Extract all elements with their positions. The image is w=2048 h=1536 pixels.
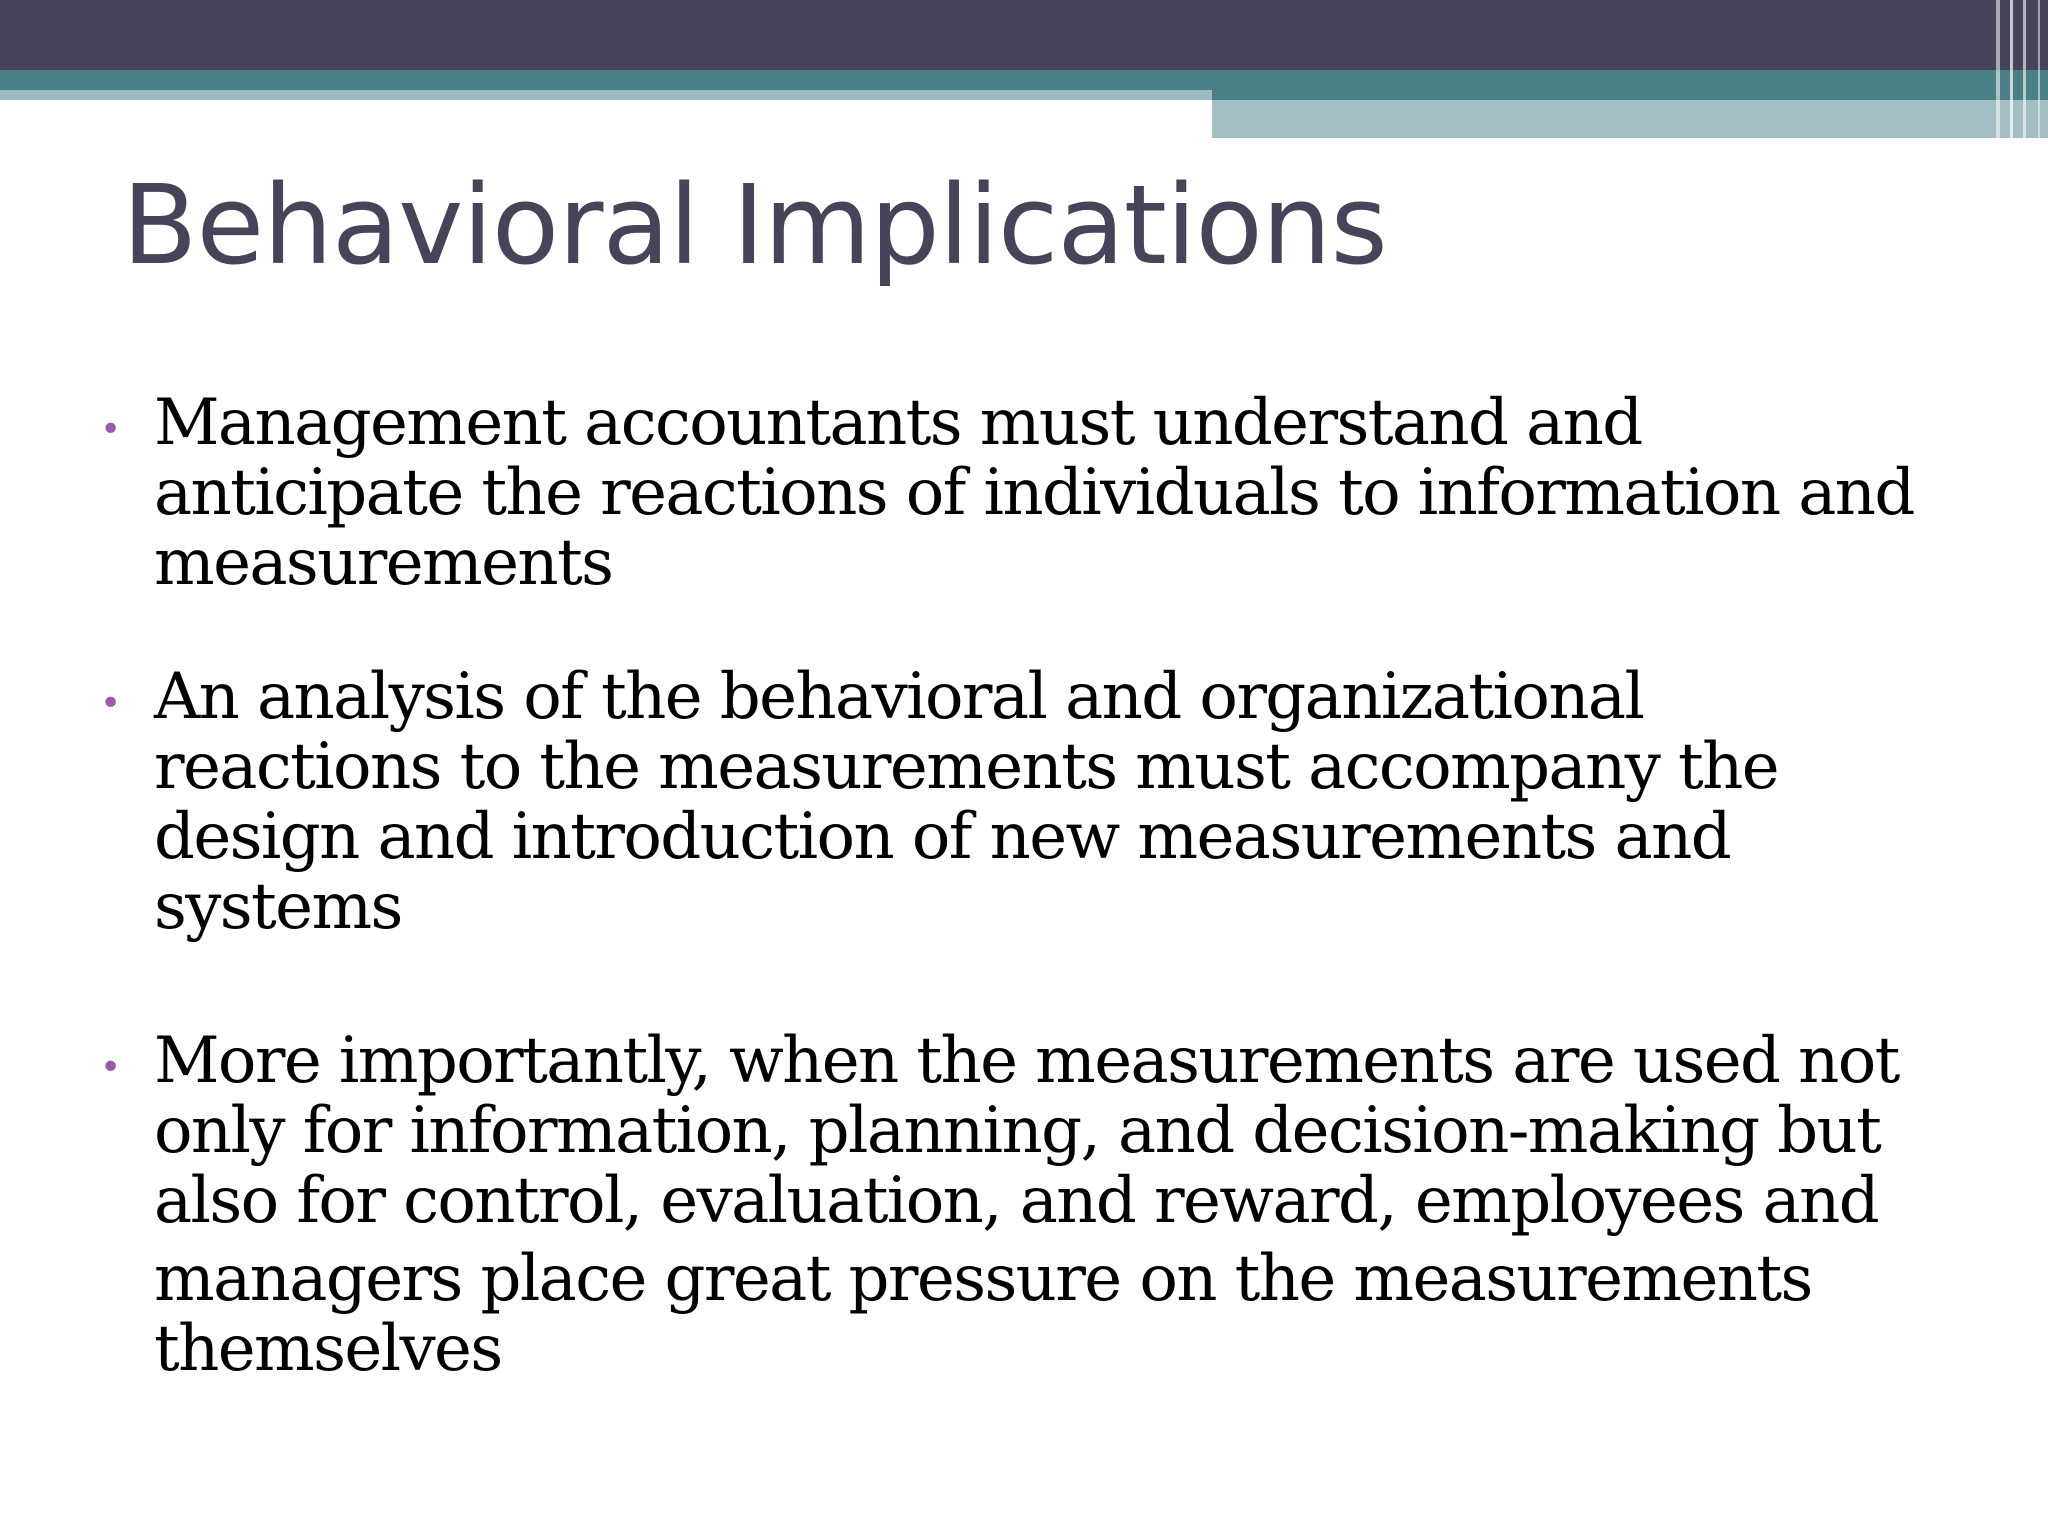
header-stripe <box>2010 0 2013 138</box>
bullet-marker-icon: • <box>100 1047 122 1088</box>
bullet-line: reactions to the measurements must accompany the <box>154 730 1779 804</box>
header-band-light-right <box>1212 100 2048 138</box>
header-stripe <box>1996 0 2000 138</box>
header-band-teal-left <box>0 70 1212 90</box>
bullet-line: systems <box>154 870 402 944</box>
bullet-line: themselves <box>154 1312 502 1386</box>
bullet-line: design and introduction of new measurements and <box>154 800 1731 874</box>
slide-title: Behavioral Implications <box>122 161 1387 289</box>
header-stripe <box>2038 0 2040 138</box>
bullet-marker-icon: • <box>100 683 122 724</box>
bullet-line: also for control, evaluation, and reward, employees and <box>154 1164 1879 1238</box>
bullet-line: More importantly, when the measurements are used not <box>154 1024 1899 1098</box>
header-band-light-left <box>0 90 1212 100</box>
bullet-text <box>154 388 1954 598</box>
bullet-text <box>154 1026 1954 1384</box>
bullet-item <box>0 1026 2048 1386</box>
bullet-line: Management accountants must understand and <box>154 386 1642 460</box>
header-band-dark <box>0 0 2048 70</box>
bullet-line: managers place great pressure on the measurements <box>154 1242 1812 1316</box>
bullet-line: measurements <box>154 526 613 600</box>
bullet-item <box>0 388 2048 598</box>
bullet-line: anticipate the reactions of individuals to information and <box>154 456 1914 530</box>
bullet-list <box>0 388 2048 1450</box>
header-stripes <box>1988 0 2048 138</box>
header-stripe <box>2023 0 2026 138</box>
bullet-item <box>0 662 2048 962</box>
bullet-line: only for information, planning, and decision-making but <box>154 1094 1881 1168</box>
bullet-text <box>154 662 1954 942</box>
bullet-line: An analysis of the behavioral and organizational <box>154 660 1644 734</box>
bullet-marker-icon: • <box>100 409 122 450</box>
header-band-teal-right <box>1212 70 2048 100</box>
